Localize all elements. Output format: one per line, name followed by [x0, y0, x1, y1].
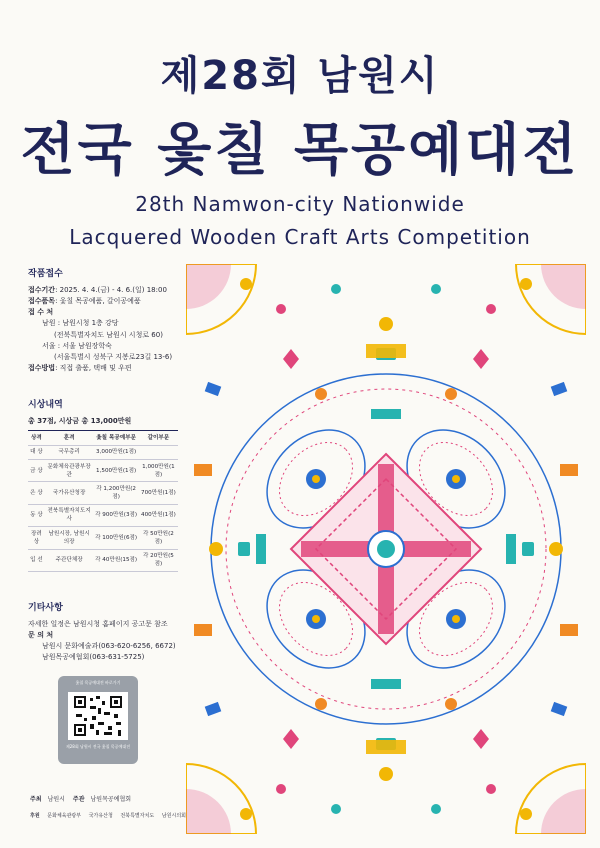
- award-cell: 주관단체장: [45, 549, 94, 571]
- sponsor-label: 후원: [30, 813, 40, 819]
- place-namwon-address: (전북특별자치도 남원시 시청로 60): [54, 330, 163, 339]
- table-row: [28, 504, 178, 526]
- awards-summary: 총 37점, 시상금 총 13,000만원: [28, 417, 132, 426]
- award-cell: 1,000만원(1점): [139, 459, 178, 481]
- award-cell: 각 20만원(5점): [139, 549, 178, 571]
- footer-sponsors: [30, 812, 192, 819]
- contact-1: 남원시 문화예술과(063-620-6256, 6672): [42, 642, 176, 651]
- award-cell: 각 900만원(3점): [93, 504, 138, 526]
- title-line-2: 전국 옻칠 목공예대전: [20, 118, 580, 183]
- qr-card[interactable]: [58, 676, 138, 764]
- award-cell: 동 상: [28, 504, 45, 526]
- award-cell: 400만원(1점): [139, 504, 178, 526]
- place-label: 접 수 처: [28, 308, 54, 317]
- items-value: : 옻칠 목공예품, 갈이공예품: [55, 297, 141, 306]
- table-row: [28, 445, 178, 459]
- place-seoul: 서울 : 서울 남원장학숙: [42, 341, 112, 350]
- period-value: : 2025. 4. 4.(금) - 4. 6.(일) 18:00: [55, 286, 167, 295]
- items-label: 접수품목: [28, 297, 56, 306]
- award-cell: 국무총리: [45, 445, 94, 459]
- qr-caption: 제28회 남원시 전국 옻칠 목공예대전: [65, 744, 131, 749]
- organizer-name: 남원목공예협회: [90, 796, 132, 803]
- sponsor-logo: 전북특별자치도: [120, 813, 155, 819]
- contact-2: 남원목공예협회(063-631-5725): [42, 653, 145, 662]
- qr-code[interactable]: [68, 692, 128, 740]
- awards-header: 옻칠 목공예부문: [93, 431, 138, 445]
- awards-table: [28, 430, 178, 572]
- awards-heading: 시상내역: [28, 400, 63, 411]
- award-cell: 각 100만원(6점): [93, 527, 138, 549]
- etc-heading: 기타사항: [28, 602, 63, 613]
- host-label: 주최: [30, 796, 42, 803]
- award-cell: 700만원(1점): [139, 482, 178, 504]
- table-row: [28, 482, 178, 504]
- award-cell: 문화체육관광부장관: [45, 459, 94, 481]
- award-cell: 전북특별자치도지사: [45, 504, 94, 526]
- award-cell: 남원시장, 남원시의장: [45, 527, 94, 549]
- sponsor-logo: 문화체육관광부: [47, 813, 82, 819]
- sponsor-logo: 국가유산청: [88, 813, 113, 819]
- place-seoul-address: (서울특별시 성북구 지봉로23길 13-6): [54, 352, 173, 361]
- info-column: [28, 268, 178, 664]
- method-value: : 직접 출품, 택배 및 우편: [55, 364, 132, 373]
- qr-top-label: 옻칠 목공예대전 바로가기: [75, 680, 121, 685]
- contact-label: 문 의 처: [28, 631, 54, 640]
- award-cell: 금 상: [28, 459, 45, 481]
- submission-heading: 작품접수: [28, 269, 63, 279]
- table-row: [28, 549, 178, 571]
- host-name: 남원시: [47, 796, 65, 803]
- organizer-label: 주관: [72, 796, 85, 803]
- footer-host: [30, 794, 137, 803]
- english-title-line-2: Lacquered Wooden Craft Arts Competition: [69, 225, 531, 249]
- awards-header: 상격: [28, 431, 45, 445]
- award-cell: [139, 445, 178, 459]
- award-cell: 각 1,200만원(2점): [93, 482, 138, 504]
- awards-header: 훈격: [45, 431, 94, 445]
- award-cell: 입 선: [28, 549, 45, 571]
- award-cell: 각 40만원(15점): [93, 549, 138, 571]
- award-cell: 국가유산청장: [45, 482, 94, 504]
- place-namwon: 남원 : 남원시청 1층 강당: [42, 319, 119, 328]
- qr-pattern-icon: [68, 692, 128, 740]
- award-cell: 은 상: [28, 482, 45, 504]
- award-cell: 3,000만원(1점): [93, 445, 138, 459]
- mandala-artwork: [186, 264, 586, 834]
- sponsor-logo: 남원시의회: [161, 813, 186, 819]
- etc-note: 자세한 일정은 남원시청 홈페이지 공고문 참조: [28, 620, 168, 629]
- award-cell: 1,500만원(1점): [93, 459, 138, 481]
- table-row: [28, 527, 178, 549]
- method-label: 접수방법: [28, 364, 56, 373]
- table-row: [28, 459, 178, 481]
- award-cell: 장려상: [28, 527, 45, 549]
- title-line-1: 제28회 남원시: [160, 53, 440, 99]
- period-label: 접수기간: [28, 286, 56, 295]
- awards-header: 갈이부문: [139, 431, 178, 445]
- award-cell: 대 상: [28, 445, 45, 459]
- award-cell: 각 50만원(2점): [139, 527, 178, 549]
- english-title-line-1: 28th Namwon-city Nationwide: [135, 192, 465, 216]
